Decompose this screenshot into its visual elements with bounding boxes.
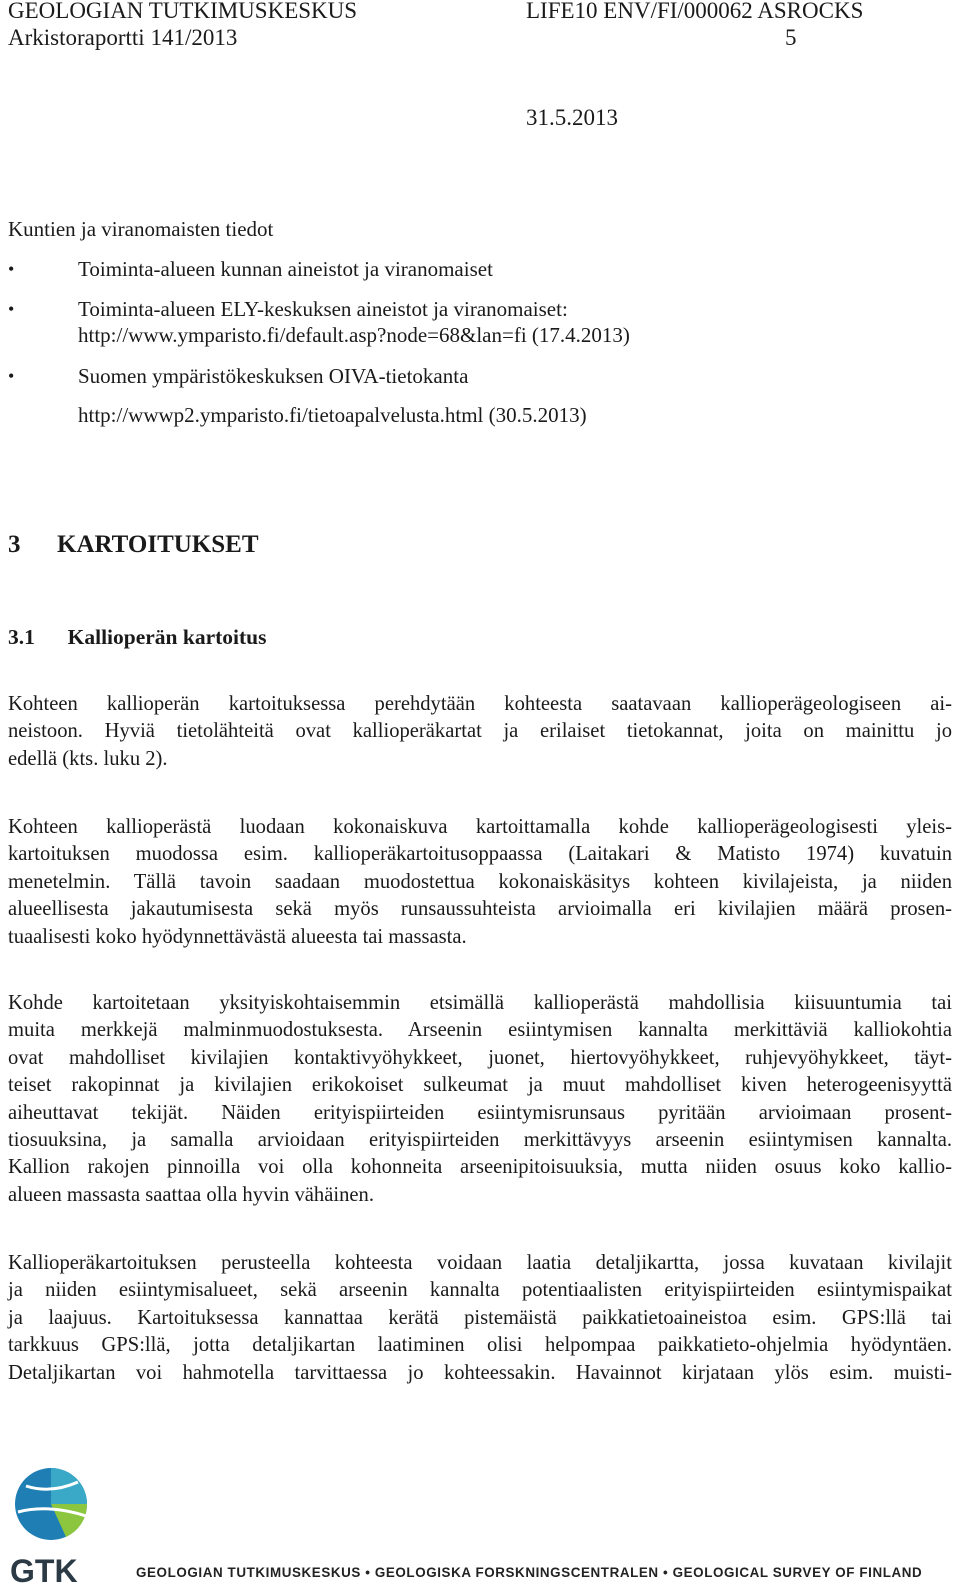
paragraph-line: teiset rakopinnat ja kivilajien erikokoiset sulkeumat ja muut mahdolliset kiven heterogeenisyyttä bbox=[8, 1074, 952, 1097]
subchapter-number: 3.1 bbox=[8, 625, 35, 649]
chapter-title: KARTOITUKSET bbox=[57, 531, 259, 558]
paragraph-line: tarkkuus GPS:llä, jotta detaljikartan laatiminen olisi helpompaa paikkatieto-ohjelmia hyödyntäen. bbox=[8, 1334, 952, 1357]
paragraph-line: ovat mahdolliset kivilajien kontaktivyöhykkeet, juonet, hiertovyöhykkeet, ruhjevyöhykkeet, täyt- bbox=[8, 1046, 952, 1069]
bullet-marker: • bbox=[8, 259, 15, 279]
paragraph-line: alueellisesta jakautumisesta sekä myös runsaussuhteista arvioimalla eri kivilajien määrä prosen- bbox=[8, 898, 952, 921]
paragraph bbox=[8, 1250, 952, 1387]
paragraph-line: muita merkkejä malminmuodostuksesta. Arseenin esiintymisen kannalta merkittäviä kalliokohtia bbox=[8, 1019, 952, 1042]
paragraph-line: edellä (kts. luku 2). bbox=[8, 747, 168, 770]
paragraph-line: alueen massasta saattaa olla hyvin vähäinen. bbox=[8, 1183, 374, 1206]
paragraph-line: tiosuuksina, ja samalla arvioidaan erityispiirteiden merkittävyys arseenin esiintymisen kannalta. bbox=[8, 1128, 952, 1151]
header-report-number: Arkistoraportti 141/2013 bbox=[8, 25, 238, 50]
paragraph-line: Kohde kartoitetaan yksityiskohtaisemmin etsimällä kallioperästä mahdollisia kiisuuntumia tai bbox=[8, 992, 952, 1014]
gtk-logo-text: GTK bbox=[10, 1553, 78, 1588]
paragraph-line: tuaalisesti koko hyödynnettävästä alueesta tai massasta. bbox=[8, 925, 467, 948]
header-date: 31.5.2013 bbox=[526, 105, 618, 130]
subchapter-title: Kallioperän kartoitus bbox=[67, 625, 267, 649]
paragraph-line: neistoon. Hyviä tietolähteitä ovat kallioperäkartat ja erilaiset tietokannat, joita on mainittu jo bbox=[8, 720, 952, 743]
paragraph-line: Kallioperäkartoituksen perusteella kohteesta voidaan laatia detaljikartta, jossa kuvataan kivilajit bbox=[8, 1252, 952, 1274]
list-item-text: Toiminta-alueen kunnan aineistot ja viranomaiset bbox=[78, 257, 493, 281]
paragraph bbox=[8, 990, 952, 1209]
chapter-heading bbox=[8, 531, 259, 559]
bullet-marker: • bbox=[8, 366, 15, 386]
list-item-text: Toiminta-alueen ELY-keskuksen aineistot ja viranomaiset: bbox=[78, 297, 568, 321]
paragraph-line: Kohteen kallioperän kartoituksessa perehdytään kohteesta saatavaan kallioperägeologiseen ai- bbox=[8, 693, 952, 715]
gtk-logo bbox=[8, 1464, 94, 1588]
paragraph-line: Kallion rakojen pinnoilla voi olla kohonneita arseenipitoisuuksia, mutta niiden osuus koko kallio- bbox=[8, 1156, 952, 1179]
header-project: LIFE10 ENV/FI/000062 ASROCKS bbox=[526, 0, 864, 23]
footer-tagline: GEOLOGIAN TUTKIMUSKESKUS • GEOLOGISKA FORSKNINGSCENTRALEN • GEOLOGICAL SURVEY OF FINLAND bbox=[136, 1565, 923, 1580]
paragraph-line: kartoituksen muodossa esim. kallioperäkartoitusoppaassa (Laitakari & Matisto 1974) kuvatuin bbox=[8, 843, 952, 866]
header-org: GEOLOGIAN TUTKIMUSKESKUS bbox=[8, 0, 358, 23]
paragraph-line: aiheuttavat tekijät. Näiden erityispiirteiden esiintymisrunsaus pyritään arvioimaan prosent- bbox=[8, 1101, 952, 1124]
list-item-link[interactable]: http://wwwp2.ymparisto.fi/tietoapalvelusta.html (30.5.2013) bbox=[78, 403, 587, 427]
chapter-number: 3 bbox=[8, 531, 21, 558]
paragraph-line: ja niiden esiintymisalueet, sekä arseenin kannalta potentiaalisten erityispiirteiden esiintymispaikat bbox=[8, 1279, 952, 1302]
list-item-link[interactable]: http://www.ymparisto.fi/default.asp?node=68&lan=fi (17.4.2013) bbox=[78, 323, 630, 347]
header-page-number: 5 bbox=[785, 25, 797, 50]
list-item-text: Suomen ympäristökeskuksen OIVA-tietokanta bbox=[78, 364, 469, 388]
paragraph-line: Detaljikartan voi hahmotella tarvittaessa jo kohteessakin. Havainnot kirjataan ylös esim. muisti- bbox=[8, 1361, 952, 1384]
paragraph bbox=[8, 814, 952, 951]
subchapter-heading bbox=[8, 625, 267, 650]
paragraph-line: ja laajuus. Kartoituksessa kannattaa kerätä pistemäistä paikkatietoaineistoa esim. GPS:llä tai bbox=[8, 1306, 952, 1329]
section-heading: Kuntien ja viranomaisten tiedot bbox=[8, 217, 274, 241]
paragraph bbox=[8, 691, 952, 773]
bullet-marker: • bbox=[8, 299, 15, 319]
gtk-globe-icon bbox=[8, 1464, 94, 1588]
paragraph-line: Kohteen kallioperästä luodaan kokonaiskuva kartoittamalla kohde kallioperägeologisesti yleis- bbox=[8, 816, 952, 838]
paragraph-line: menetelmin. Tällä tavoin saadaan muodostettua kokonaiskäsitys kohteen kivilajeista, ja niiden bbox=[8, 870, 952, 893]
